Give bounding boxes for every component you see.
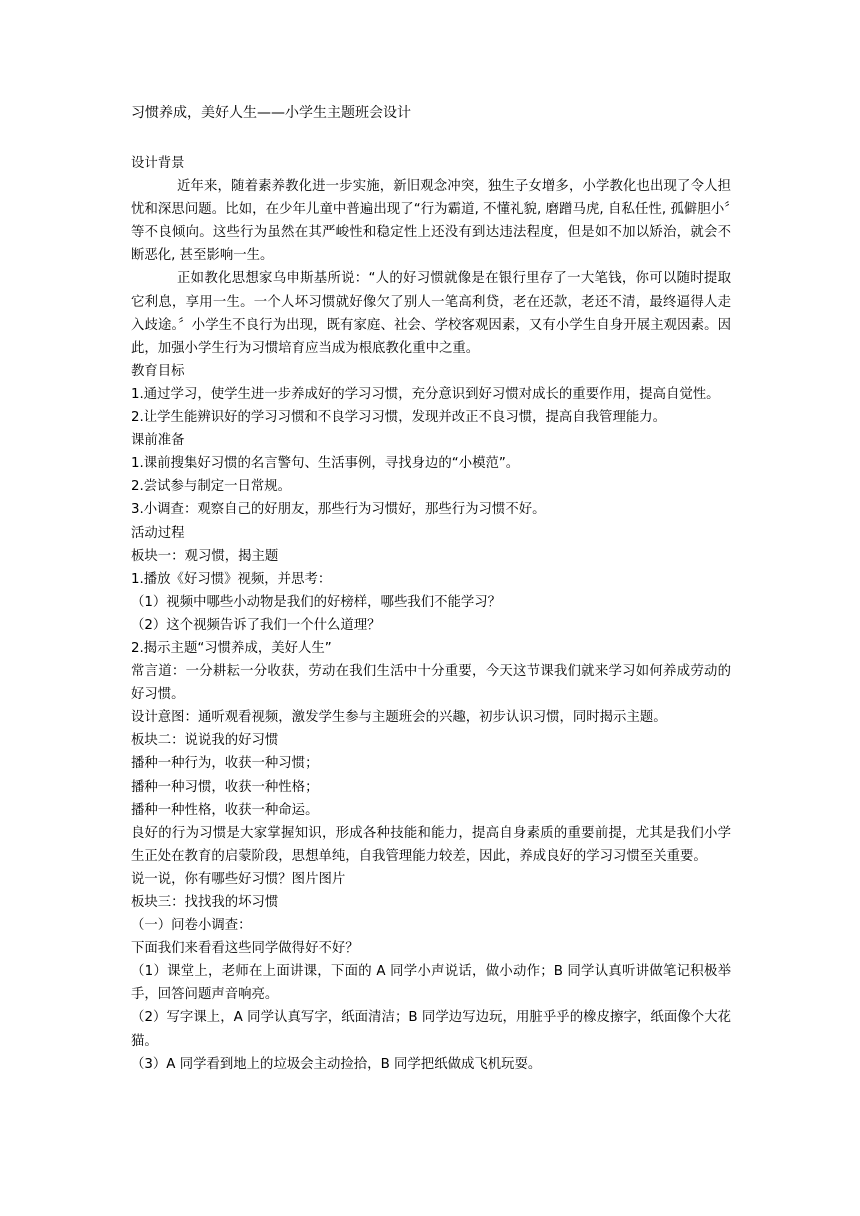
paragraph: 板块一：观习惯，揭主题 [131, 548, 279, 564]
paragraph: 近年来，随着素养教化进一步实施，新旧观念冲突，独生子女增多，小学教化也出现了令人担忧和深思问题。比如，在少年儿童中普遍出现了“行为霸道, 不懂礼貌, 磨蹭马虎, 自私任性, 孤僻胆小〞等不良倾向。这些行为虽然在其严峻性和稳定性上还没有到达违法程度，但是如不加以矫治，就会不断恶化, 甚至影响一生。 [131, 179, 731, 264]
paragraph: 1.课前搜集好习惯的名言警句、生活事例，寻找身边的“小模范”。 [131, 456, 520, 472]
paragraph: 3.小调查：观察自己的好朋友，那些行为习惯好，那些行为习惯不好。 [131, 502, 546, 518]
paragraph: 设计背景 [131, 156, 185, 171]
paragraph: 2.尝试参与制定一日常规。 [131, 479, 292, 495]
paragraph: （1）课堂上，老师在上面讲课，下面的 A 同学小声说话，做小动作；B 同学认真听讲做笔记积极举手，回答问题声音响亮。 [131, 964, 731, 1003]
document-body [131, 152, 731, 1076]
paragraph: 播种一种习惯，收获一种性格； [131, 779, 319, 795]
paragraph: 板块三：找找我的坏习惯 [131, 895, 279, 910]
paragraph: 活动过程 [131, 525, 185, 541]
paragraph: 2.让学生能辨识好的学习习惯和不良学习习惯，发现并改正不良习惯，提高自我管理能力。 [131, 410, 667, 426]
paragraph: 教育目标 [131, 363, 185, 379]
document-page [131, 103, 731, 1076]
paragraph: 设计意图：通听观看视频，激发学生参与主题班会的兴趣，初步认识习惯，同时揭示主题。 [131, 710, 667, 726]
paragraph: 说一说，你有哪些好习惯？图片图片 [131, 871, 346, 887]
paragraph: 播种一种行为，收获一种习惯； [131, 756, 319, 772]
paragraph: （一）问卷小调查： [131, 918, 252, 934]
paragraph: 板块二：说说我的好习惯 [131, 733, 279, 749]
paragraph: （2）写字课上，A 同学认真写字，纸面清洁；B 同学边写边玩，用脏乎乎的橡皮擦字，纸面像个大花猫。 [131, 1010, 731, 1049]
paragraph: 1.播放《好习惯》视频，并思考： [131, 571, 332, 587]
paragraph: 课前准备 [131, 433, 185, 449]
paragraph: （2）这个视频告诉了我们一个什么道理？ [131, 617, 381, 633]
paragraph: 下面我们来看看这些同学做得好不好？ [131, 941, 359, 957]
document-title: 习惯养成，美好人生——小学生主题班会设计 [131, 105, 411, 121]
paragraph: 正如教化思想家乌申斯基所说：“人的好习惯就像是在银行里存了一大笔钱，你可以随时提取它利息，享用一生。一个人坏习惯就好像欠了别人一笔高利贷，老在还款，老还不清，最终逼得人走入歧途。〞小学生不良行为出现，既有家庭、社会、学校客观因素，又有小学生自身开展主观因素。因此，加强小学生行为习惯培育应当成为根底教化重中之重。 [131, 271, 731, 356]
paragraph: 播种一种性格，收获一种命运。 [131, 802, 319, 818]
paragraph: （1）视频中哪些小动物是我们的好榜样，哪些我们不能学习？ [131, 594, 502, 610]
paragraph: （3）A 同学看到地上的垃圾会主动捡拾，B 同学把纸做成飞机玩耍。 [131, 1056, 542, 1072]
blank-line [131, 123, 731, 152]
paragraph: 1.通过学习，使学生进一步养成好的学习习惯，充分意识到好习惯对成长的重要作用，提高自觉性。 [131, 386, 720, 402]
paragraph: 2.揭示主题“习惯养成，美好人生” [131, 640, 332, 656]
paragraph: 常言道：一分耕耘一分收获，劳动在我们生活中十分重要，今天这节课我们就来学习如何养成劳动的好习惯。 [131, 664, 731, 703]
paragraph: 良好的行为习惯是大家掌握知识，形成各种技能和能力，提高自身素质的重要前提，尤其是我们小学生正处在教育的启蒙阶段，思想单纯，自我管理能力较差，因此，养成良好的学习习惯至关重要。 [131, 825, 731, 864]
